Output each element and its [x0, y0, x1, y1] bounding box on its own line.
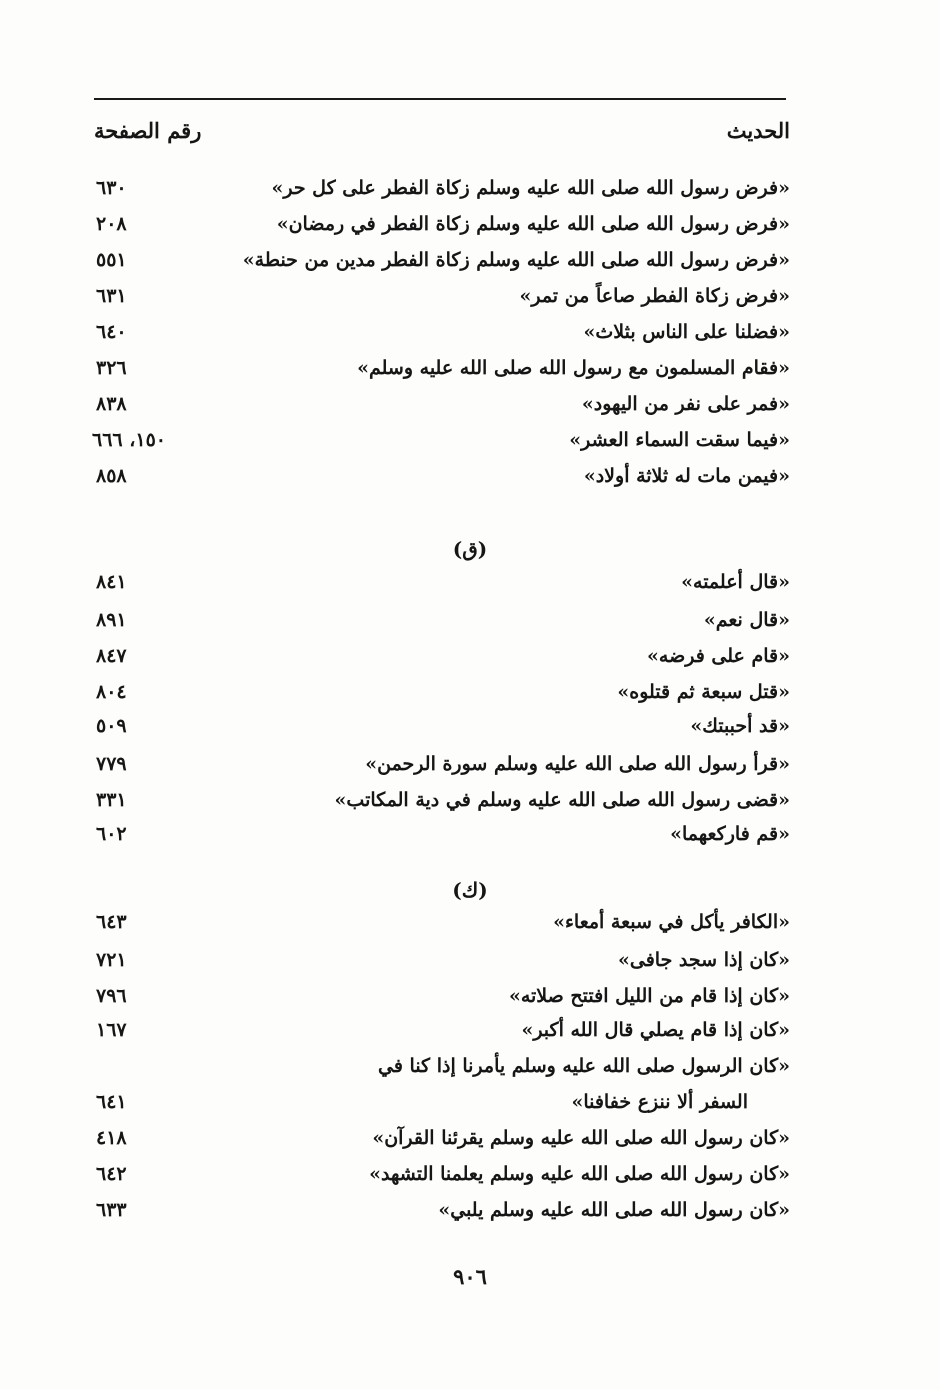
- index-row: [96, 171, 790, 205]
- page-number-column-header: رقم الصفحة: [94, 118, 202, 143]
- index-row: [96, 1049, 790, 1083]
- index-row: [92, 423, 790, 457]
- index-row: [96, 279, 790, 313]
- page-reference: ٦٤١: [96, 1091, 127, 1113]
- page-reference: ٦٣١: [96, 285, 127, 307]
- index-row: [96, 783, 790, 817]
- page-number: ٩٠٦: [453, 1264, 487, 1289]
- index-row: [96, 387, 790, 421]
- page-reference: ٧٩٦: [96, 985, 127, 1007]
- index-row: [96, 747, 790, 781]
- page-reference: ٣٢٦: [96, 357, 127, 379]
- page-reference: ٦٠٢: [96, 823, 127, 845]
- page-reference: ٦٤٠: [96, 321, 127, 343]
- page-reference: ٢٠٨: [96, 213, 127, 235]
- page-reference: ٤١٨: [96, 1127, 127, 1149]
- hadith-text: «كان الرسول صلى الله عليه وسلم يأمرنا إذا كنا في: [378, 1055, 790, 1077]
- page-reference: ٨٣٨: [96, 393, 127, 415]
- index-row: [96, 565, 790, 599]
- hadith-text: «الكافر يأكل في سبعة أمعاء»: [553, 911, 790, 933]
- page-reference: ٦٣٣: [96, 1199, 127, 1221]
- hadith-text: «كان إذا قام من الليل افتتح صلاته»: [508, 985, 790, 1007]
- page-reference: ٦٣٠: [96, 177, 127, 199]
- hadith-text: «قرأ رسول الله صلى الله عليه وسلم سورة الرحمن»: [365, 753, 790, 775]
- page-reference: ١٥٠، ٦٦٦: [92, 429, 166, 451]
- header-rule: [94, 98, 786, 100]
- hadith-text: «كان إذا سجد جافى»: [617, 949, 790, 971]
- hadith-text: «فضلنا على الناس بثلاث»: [583, 321, 790, 343]
- hadith-text: «فقام المسلمون مع رسول الله صلى الله عليه وسلم»: [357, 357, 790, 379]
- page-reference: ٨٠٤: [96, 681, 127, 703]
- section-heading-qaf: (ق): [452, 537, 488, 561]
- hadith-text: «فيما سقت السماء العشر»: [569, 429, 790, 451]
- hadith-text: «فرض رسول الله صلى الله عليه وسلم زكاة الفطر في رمضان»: [276, 213, 790, 235]
- index-row: [96, 709, 790, 743]
- hadith-text: «قام على فرضه»: [647, 645, 790, 667]
- page-reference: ١٦٧: [96, 1019, 127, 1041]
- page-reference: ٥٠٩: [96, 715, 127, 737]
- index-row: [96, 459, 790, 493]
- section-heading-kaf: (ك): [452, 878, 488, 902]
- index-row: [96, 1157, 790, 1191]
- hadith-text: «فمر على نفر من اليهود»: [581, 393, 790, 415]
- hadith-text: «قضى رسول الله صلى الله عليه وسلم في دية المكاتب»: [334, 789, 790, 811]
- page-reference: ٦٤٣: [96, 911, 127, 933]
- index-row: [96, 603, 790, 637]
- hadith-text: «فرض رسول الله صلى الله عليه وسلم زكاة الفطر مدين من حنطة»: [242, 249, 790, 271]
- index-row: [96, 979, 790, 1013]
- index-row: [96, 1013, 790, 1047]
- hadith-text: «قال أعلمته»: [681, 571, 790, 593]
- index-row-continuation: [96, 1085, 790, 1119]
- hadith-text: السفر ألا ننزع خفافنا»: [571, 1091, 748, 1113]
- hadith-text: «كان رسول الله صلى الله عليه وسلم يعلمنا التشهد»: [369, 1163, 790, 1185]
- index-row: [96, 639, 790, 673]
- hadith-text: «كان رسول الله صلى الله عليه وسلم يقرئنا القرآن»: [372, 1127, 790, 1149]
- hadith-text: «قتل سبعة ثم قتلوه»: [617, 681, 790, 703]
- index-row: [96, 243, 790, 277]
- hadith-text: «فرض زكاة الفطر صاعاً من تمر»: [519, 285, 790, 307]
- hadith-text: «قال نعم»: [703, 609, 790, 631]
- index-row: [96, 905, 790, 939]
- page-reference: ٥٥١: [96, 249, 127, 271]
- index-row: [96, 675, 790, 709]
- page-reference: ٧٧٩: [96, 753, 127, 775]
- index-row: [96, 1121, 790, 1155]
- page-reference: ٦٤٢: [96, 1163, 127, 1185]
- page-reference: ٣٣١: [96, 789, 127, 811]
- hadith-text: «كان إذا قام يصلي قال الله أكبر»: [521, 1019, 790, 1041]
- page-reference: ٨٤١: [96, 571, 127, 593]
- page-reference: ٧٢١: [96, 949, 127, 971]
- index-row: [96, 817, 790, 851]
- hadith-text: «فيمن مات له ثلاثة أولاد»: [583, 465, 790, 487]
- hadith-text: «قد أحببتك»: [690, 715, 790, 737]
- page-reference: ٨٤٧: [96, 645, 127, 667]
- index-row: [96, 351, 790, 385]
- hadith-text: «فرض رسول الله صلى الله عليه وسلم زكاة الفطر على كل حر»: [271, 177, 790, 199]
- index-row: [96, 207, 790, 241]
- index-row: [96, 315, 790, 349]
- hadith-column-header: الحديث: [726, 118, 790, 143]
- hadith-text: «قم فاركعهما»: [670, 823, 790, 845]
- index-row: [96, 1193, 790, 1227]
- page-reference: ٨٥٨: [96, 465, 127, 487]
- hadith-text: «كان رسول الله صلى الله عليه وسلم يلبي»: [438, 1199, 790, 1221]
- index-row: [96, 943, 790, 977]
- page-reference: ٨٩١: [96, 609, 127, 631]
